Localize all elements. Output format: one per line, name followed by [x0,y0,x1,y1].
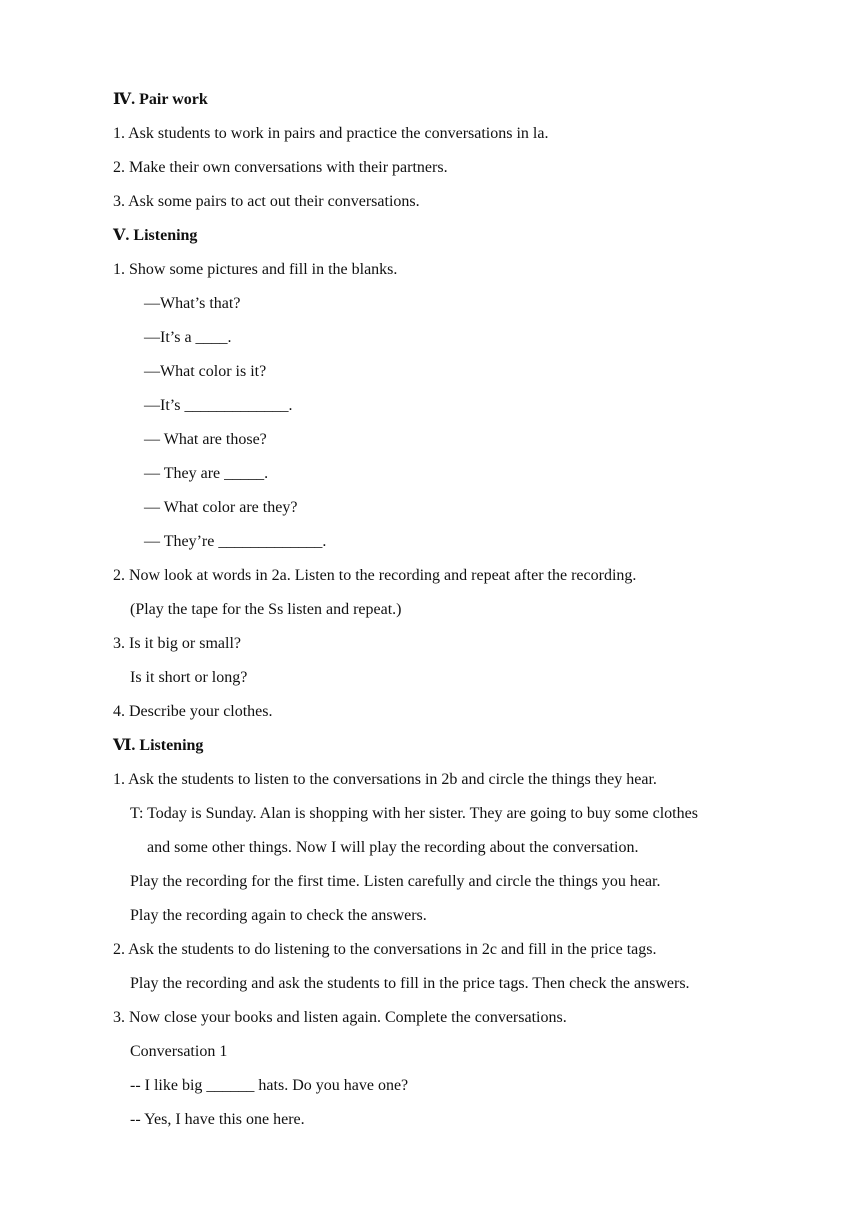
dialogue-line: — They’re _____________. [144,533,327,550]
paragraph-line: 2. Now look at words in 2a. Listen to the recording and repeat after the recording. [113,567,637,584]
paragraph-line: Play the recording again to check the answers. [130,907,427,924]
paragraph-line: 2. Ask the students to do listening to the conversations in 2c and fill in the price tags. [113,941,657,958]
paragraph-line: 3. Ask some pairs to act out their conversations. [113,193,420,210]
paragraph-line: T: Today is Sunday. Alan is shopping with her sister. They are going to buy some clothes [130,805,698,822]
paragraph-line: 1. Show some pictures and fill in the blanks. [113,261,398,278]
dialogue-line: -- I like big ______ hats. Do you have one? [130,1077,409,1094]
paragraph-line: 4. Describe your clothes. [113,703,273,720]
paragraph-line: Play the recording and ask the students to fill in the price tags. Then check the answers. [130,975,690,992]
dialogue-line: —What color is it? [144,363,267,380]
section-heading-pair-work: Ⅳ. Pair work [113,91,208,108]
section-heading-listening: Ⅴ. Listening [113,227,198,244]
paragraph-line: Play the recording for the first time. Listen carefully and circle the things you hear. [130,873,661,890]
dialogue-line: — What color are they? [144,499,298,516]
paragraph-line: 1. Ask the students to listen to the conversations in 2b and circle the things they hear. [113,771,657,788]
dialogue-line: — They are _____. [144,465,269,482]
paragraph-line: 3. Now close your books and listen again. Complete the conversations. [113,1009,567,1026]
paragraph-line: and some other things. Now I will play the recording about the conversation. [147,839,639,856]
dialogue-line: — What are those? [144,431,267,448]
paragraph-line: Conversation 1 [130,1043,228,1060]
dialogue-line: —It’s _____________. [144,397,293,414]
dialogue-line: —What’s that? [144,295,241,312]
dialogue-line: —It’s a ____. [144,329,232,346]
paragraph-line: (Play the tape for the Ss listen and repeat.) [130,601,402,618]
paragraph-line: 1. Ask students to work in pairs and practice the conversations in la. [113,125,549,142]
dialogue-line: -- Yes, I have this one here. [130,1111,305,1128]
paragraph-line: Is it short or long? [130,669,248,686]
paragraph-line: 2. Make their own conversations with their partners. [113,159,448,176]
section-heading-listening: Ⅵ. Listening [113,737,204,754]
paragraph-line: 3. Is it big or small? [113,635,241,652]
